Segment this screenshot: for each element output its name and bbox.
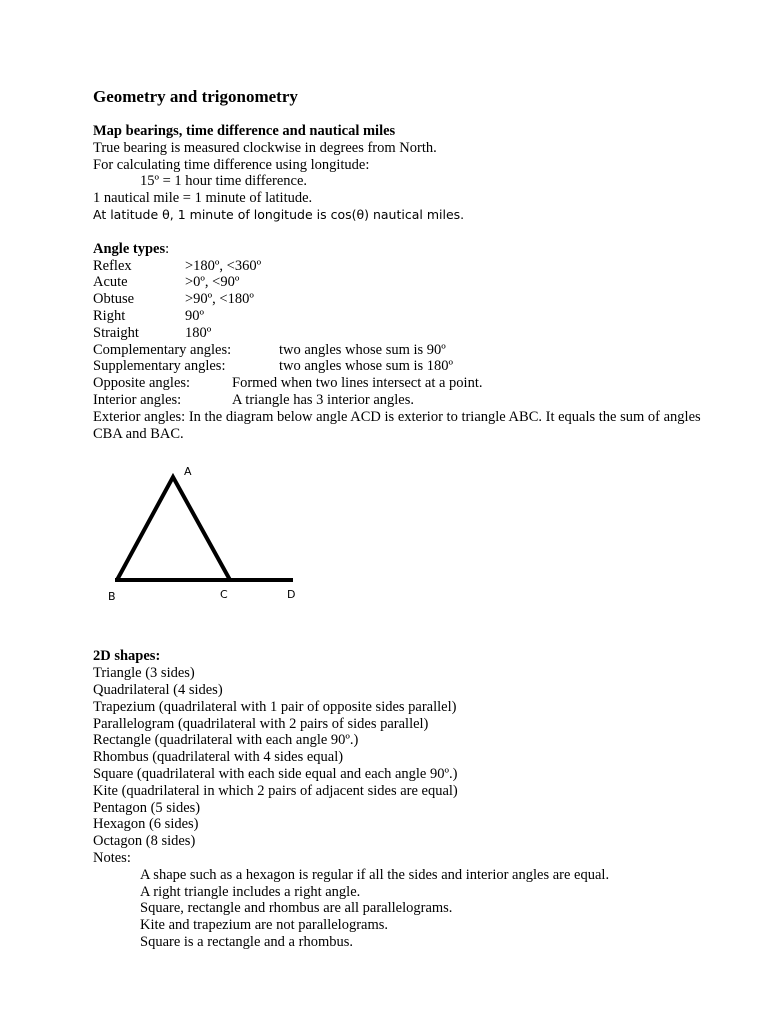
opposite-value: Formed when two lines intersect at a point. [232, 375, 483, 392]
vertex-label-d: D [287, 588, 296, 602]
angle-row [93, 325, 713, 342]
time-difference-line: For calculating time difference using longitude: [93, 156, 370, 173]
angle-name: Right [93, 307, 126, 324]
vertex-label-a: A [184, 465, 192, 479]
supplementary-name: Supplementary angles: [93, 358, 226, 375]
shape-item: Rectangle (quadrilateral with each angle 90º.) [93, 732, 359, 749]
note-item: Square, rectangle and rhombus are all parallelograms. [140, 900, 453, 917]
supplementary-value: two angles whose sum is 180º [279, 358, 454, 375]
shape-item: Square (quadrilateral with each side equal and each angle 90º.) [93, 765, 458, 782]
longitude-cos-line: At latitude θ, 1 minute of longitude is cos(θ) nautical miles. [93, 206, 465, 222]
shape-item: Triangle (3 sides) [93, 665, 195, 682]
angle-types-heading [93, 241, 713, 258]
shape-item: Hexagon (6 sides) [93, 816, 199, 833]
opposite-name: Opposite angles: [93, 375, 191, 392]
shape-item: Pentagon (5 sides) [93, 799, 201, 816]
angle-name: Obtuse [93, 291, 135, 308]
angle-types-colon: : [165, 240, 170, 257]
vertex-label-b: B [108, 590, 116, 604]
nautical-mile-line: 1 nautical mile = 1 minute of latitude. [93, 190, 313, 207]
triangle-lines [117, 477, 230, 580]
bearing-line: True bearing is measured clockwise in degrees from North. [93, 139, 437, 156]
complementary-row [93, 342, 713, 359]
angle-value: 180º [185, 324, 212, 341]
interior-row [93, 392, 713, 409]
note-item: A shape such as a hexagon is regular if all the sides and interior angles are equal. [140, 866, 610, 883]
shape-item: Rhombus (quadrilateral with 4 sides equal) [93, 749, 344, 766]
shape-item: Kite (quadrilateral in which 2 pairs of adjacent sides are equal) [93, 782, 458, 799]
supplementary-row [93, 358, 713, 375]
angle-types-heading-text: Angle types [93, 240, 166, 257]
triangle-figure [93, 450, 353, 648]
angle-name: Straight [93, 324, 139, 341]
angle-name: Acute [93, 274, 128, 291]
page-title: Geometry and trigonometry [93, 87, 298, 106]
exterior-paragraph: Exterior angles: In the diagram below angle ACD is exterior to triangle ABC. It equals the sum of angles CBA and BAC. [93, 408, 701, 442]
note-item: Kite and trapezium are not parallelograms. [140, 917, 389, 934]
shape-item: Parallelogram (quadrilateral with 2 pairs of sides parallel) [93, 715, 429, 732]
document-page [93, 87, 713, 951]
angle-row [93, 274, 713, 291]
longitude-hour-line: 15º = 1 hour time difference. [140, 173, 308, 190]
angle-row [93, 258, 713, 275]
angle-row [93, 308, 713, 325]
complementary-name: Complementary angles: [93, 341, 232, 358]
angle-value: >0º, <90º [185, 274, 240, 291]
complementary-value: two angles whose sum is 90º [279, 341, 446, 358]
shape-item: Octagon (8 sides) [93, 833, 196, 850]
vertex-label-c: C [220, 588, 228, 602]
shape-item: Quadrilateral (4 sides) [93, 681, 223, 698]
angle-row [93, 291, 713, 308]
map-bearings-heading: Map bearings, time difference and nautical miles [93, 123, 396, 139]
triangle-diagram [93, 450, 713, 648]
angle-value: >180º, <360º [185, 257, 262, 274]
opposite-row [93, 375, 713, 392]
angle-name: Reflex [93, 257, 132, 274]
shape-item: Trapezium (quadrilateral with 1 pair of opposite sides parallel) [93, 698, 457, 715]
note-item: A right triangle includes a right angle. [140, 883, 361, 900]
angle-value: >90º, <180º [185, 291, 254, 308]
shapes-heading: 2D shapes: [93, 648, 161, 665]
interior-name: Interior angles: [93, 391, 182, 408]
interior-value: A triangle has 3 interior angles. [232, 391, 415, 408]
notes-label: Notes: [93, 849, 131, 866]
angle-value: 90º [185, 307, 204, 324]
note-item: Square is a rectangle and a rhombus. [140, 933, 353, 950]
